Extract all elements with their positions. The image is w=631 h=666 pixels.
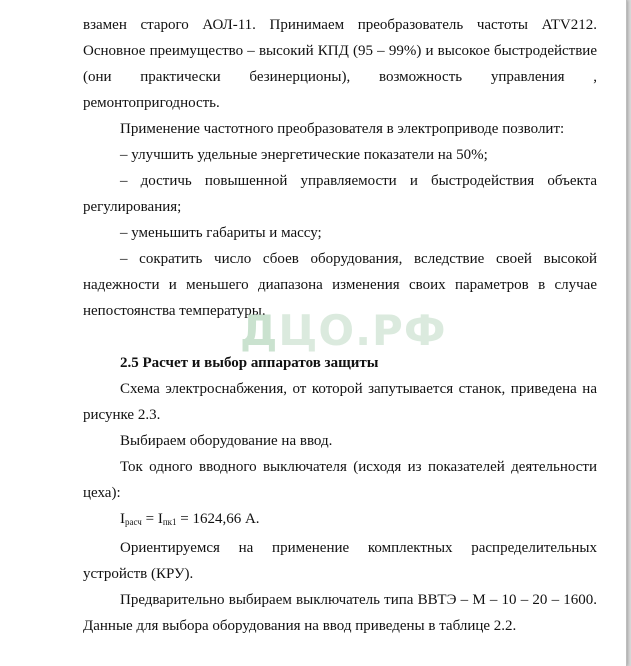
formula-line	[83, 506, 597, 535]
list-item-failures: – сократить число сбоев оборудования, вследствие своей высокой надежности и меньшего диапазона изменения своих параметров в случае непостоянства температуры.	[83, 251, 597, 319]
list-item-size: – уменьшить габариты и массу;	[120, 225, 322, 241]
formula-value: = 1624,66 А.	[176, 511, 260, 527]
formula-lhs-symbol: I	[120, 511, 125, 527]
paragraph-scheme: Схема электроснабжения, от которой запутывается станок, приведена на рисунке 2.3.	[83, 381, 597, 423]
paragraph-current: Ток одного вводного выключателя (исходя из показателей деятельности цеха):	[83, 459, 597, 501]
formula-equals: =	[141, 511, 158, 527]
section-heading: 2.5 Расчет и выбор аппаратов защиты	[120, 355, 379, 371]
watermark-first-letter: Д	[240, 306, 279, 355]
paragraph-input-equipment: Выбираем оборудование на ввод.	[120, 433, 333, 449]
formula-lhs-subscript: расч	[125, 517, 142, 527]
list-item-control: – достичь повышенной управляемости и быстродействия объекта регулирования;	[83, 173, 597, 215]
watermark-rest: ЦО.РФ	[278, 306, 447, 355]
paragraph-breaker: Предварительно выбираем выключатель типа ВВТЭ – М – 10 – 20 – 1600. Данные для выбора оборудования на ввод приведены в таблице 2.2.	[83, 592, 597, 634]
document-body	[83, 12, 597, 639]
formula-rhs-subscript: пк1	[162, 517, 177, 527]
formula-rhs-symbol: I	[157, 511, 163, 527]
paragraph-kru: Ориентируемся на применение комплектных распределительных устройств (КРУ).	[83, 540, 597, 582]
paragraph-intro-list: Применение частотного преобразователя в электроприводе позволит:	[120, 121, 565, 137]
paragraph-atv212: взамен старого АОЛ-11. Принимаем преобразователь частоты ATV212. Основное преимущество – высокий КПД (95 – 99%) и высокое быстродействие (они практически безинерционы), возможность управления , ремонтопригодность.	[83, 17, 597, 111]
list-item-energy: – улучшить удельные энергетические показатели на 50%;	[120, 147, 488, 163]
